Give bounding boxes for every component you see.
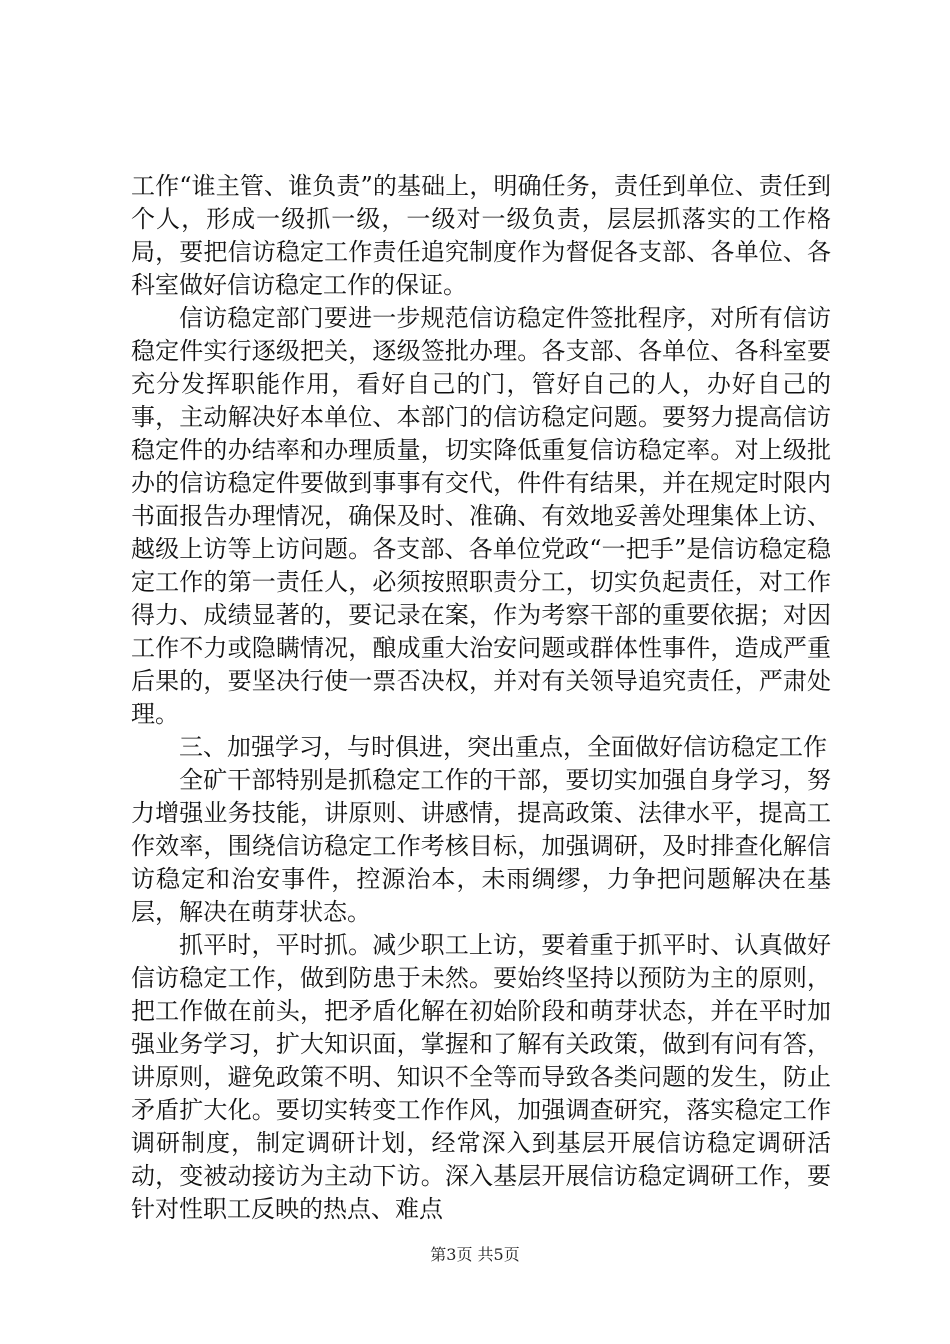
paragraph-cadre-study: 全矿干部特别是抓稳定工作的干部，要切实加强自身学习，努力增强业务技能，讲原则、讲感情，提高政策、法律水平，提高工作效率，围绕信访稳定工作考核目标，加强调研，及时排查化解信访稳定和治安事件，控源治本，未雨绸缪，力争把问题解决在基层，解决在萌芽状态。 <box>131 766 831 926</box>
paragraph-continued: 工作“谁主管、谁负责”的基础上，明确任务，责任到单位、责任到个人，形成一级抓一级，一级对一级负责，层层抓落实的工作格局，要把信访稳定工作责任追究制度作为督促各支部、各单位、各科室做好信访稳定工作的保证。 <box>131 172 831 299</box>
page-number-footer: 第3页 共5页 <box>430 1245 520 1264</box>
paragraph-petition-procedure: 信访稳定部门要进一步规范信访稳定件签批程序，对所有信访稳定件实行逐级把关，逐级签批办理。各支部、各单位、各科室要充分发挥职能作用，看好自己的门，管好自己的人，办好自己的事，主动解决好本单位、本部门的信访稳定问题。要努力提高信访稳定件的办结率和办理质量，切实降低重复信访稳定率。对上级批办的信访稳定件要做到事事有交代，件件有结果，并在规定时限内书面报告办理情况，确保及时、准确、有效地妥善处理集体上访、越级上访等上访问题。各支部、各单位党政“一把手”是信访稳定稳定工作的第一责任人，必须按照职责分工，切实负起责任，对工作得力、成绩显著的，要记录在案，作为考察干部的重要依据；对因工作不力或隐瞒情况，酿成重大治安问题或群体性事件，造成严重后果的，要坚决行使一票否决权，并对有关领导追究责任，严肃处理。 <box>131 304 831 728</box>
section-heading-three: 三、加强学习，与时俱进，突出重点，全面做好信访稳定工作 <box>179 733 827 761</box>
paragraph-daily-work: 抓平时，平时抓。减少职工上访，要着重于抓平时、认真做好信访稳定工作，做到防患于未然。要始终坚持以预防为主的原则，把工作做在前头，把矛盾化解在初始阶段和萌芽状态，并在平时加强业务学习，扩大知识面，掌握和了解有关政策，做到有问有答，讲原则，避免政策不明、知识不全等而导致各类问题的发生，防止矛盾扩大化。要切实转变工作作风，加强调查研究，落实稳定工作调研制度，制定调研计划，经常深入到基层开展信访稳定调研活动，变被动接访为主动下访。深入基层开展信访稳定调研工作，要针对性职工反映的热点、难点 <box>131 931 831 1223</box>
document-body <box>131 170 831 1226</box>
